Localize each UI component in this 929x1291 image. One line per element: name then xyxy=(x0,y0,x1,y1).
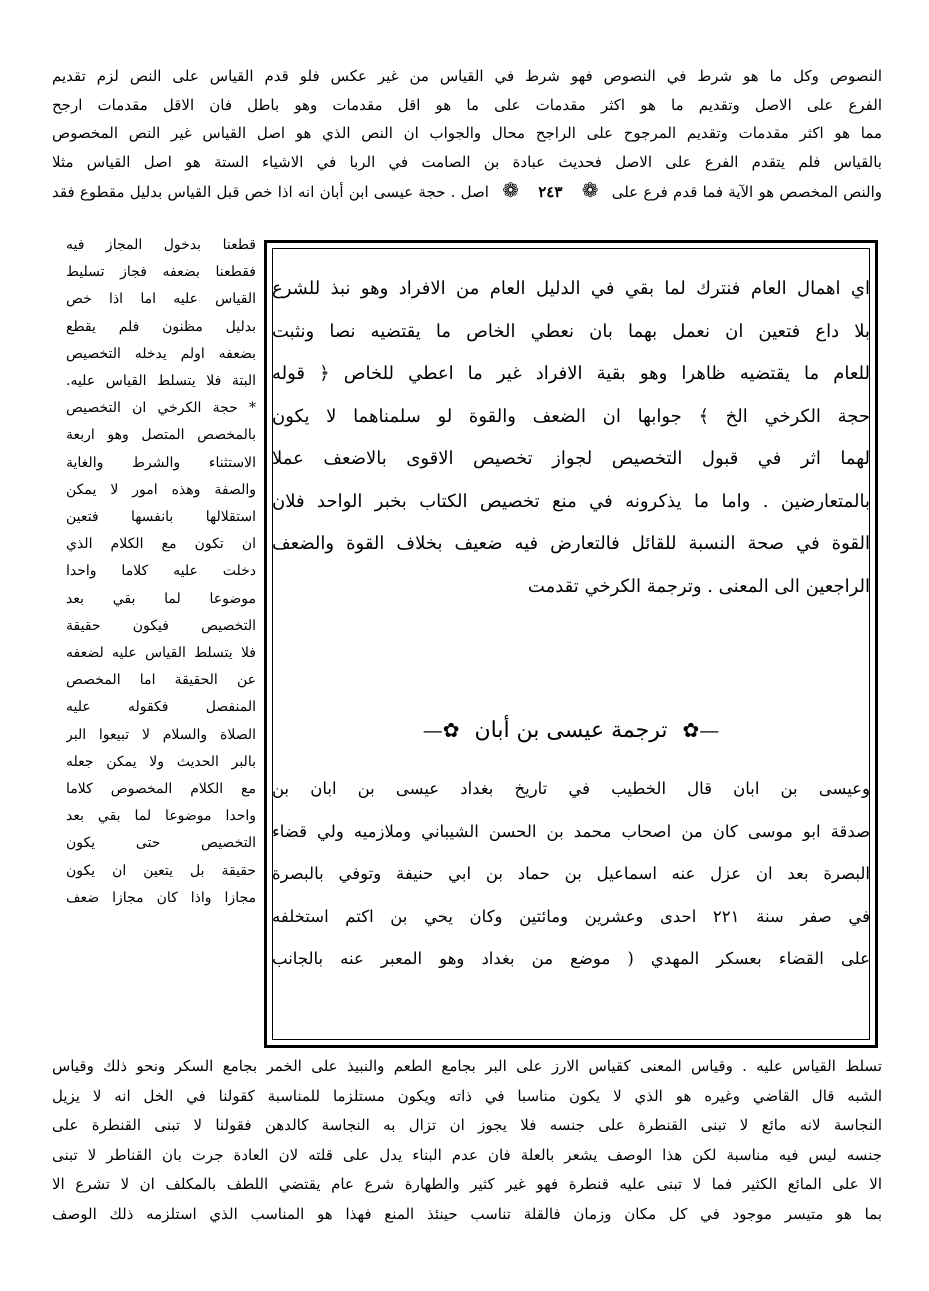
main-line-with-page-number xyxy=(52,176,882,207)
ornament-left-icon: —✿ xyxy=(682,718,720,742)
commentary-line: بلا داع فتعين ان نعمل بهما بان نعطي الخاص ما يقتضيه نصا ونثبت xyxy=(272,320,870,342)
biography-line: البصرة بعد ان عزل عنه اسماعيل بن حماد بن ابي حنيفة وتوفي بالبصرة xyxy=(272,864,870,883)
side-line: القياس عليه اما اذا خص xyxy=(66,291,256,308)
section-heading-text: ترجمة عيسى بن أبان xyxy=(474,718,668,743)
biography-line: صدقة ابو موسى كان من اصحاب محمد بن الحسن الشيباني وملازميه ولي قضاء xyxy=(272,821,870,841)
biography-line: وعيسى بن ابان قال الخطيب في تاريخ بغداد عيسى بن ابان بن xyxy=(272,779,870,798)
side-line: * حجة الكرخي ان التخصيص xyxy=(66,400,256,417)
main-line: بما هو متيسر موجود في كل مكان وزمان فالقلة تناسب حينئذ المنع فهذا هو المناسب الذي استلزمه ذلك الوصف xyxy=(52,1204,882,1223)
side-line: مع الكلام المخصوص كلاما xyxy=(66,781,256,798)
main-line: النصوص وكل ما هو شرط في النصوص فهو شرط في القياس من غير عكس فلو قدم القياس على النص لزم تقديم xyxy=(52,67,882,85)
side-line: عن الحقيقة اما المخصص xyxy=(66,672,256,689)
ornament-right-icon: ✿— xyxy=(422,718,460,742)
main-line-part: اصل . حجة عيسى ابن أبان انه اذا خص قبل القياس بدليل مقطوع فقد xyxy=(52,183,489,201)
side-column-main-text xyxy=(66,232,256,912)
commentary-line: للعام ما يقتضيه ظاهرا وهو بقية الافراد غير ما اعطي للخاص ﴿ قوله xyxy=(272,363,870,384)
main-line: تسلط القياس عليه . وقياس المعنى كقياس الارز على البر بجامع الطعم والنبيذ على الخمر بجامع السكر ونحو ذلك وقياس xyxy=(52,1057,882,1075)
page-number: ٢٤٣ xyxy=(538,183,563,201)
side-line: بالبر الحديث ولا يمكن جعله xyxy=(66,753,256,770)
commentary-text xyxy=(272,268,870,608)
side-line: دخلت عليه كلاما واحدا xyxy=(66,563,256,580)
main-line: مما هو اكثر مقدمات وتقديم المرجوح على الراجح محال والجواب ان النص الذي هو اصل القياس غير النص المخصوص xyxy=(52,124,882,142)
side-line: التخصيص حتى يكون xyxy=(66,835,256,852)
side-line: حقيقة بل يتعين ان يكون xyxy=(66,862,256,879)
side-line: مجازا واذا كان مجازا ضعف xyxy=(66,889,256,906)
side-line: الصلاة والسلام لا تبيعوا البر xyxy=(66,726,256,743)
main-line-part: والنص المخصص هو الآية فما قدم فرع على xyxy=(611,183,882,201)
commentary-line: لهما اثر في قبول التخصيص لجواز تخصيص الاقوى بالاضعف عملا xyxy=(272,448,870,469)
commentary-line: الراجعين الى المعنى . وترجمة الكرخي تقدمت xyxy=(527,575,870,597)
side-line: فقطعنا بضعفه فجاز تسليط xyxy=(66,264,256,281)
main-line: الشبه قال القاضي وغيره هو الذي لا يكون مناسبا في ذاته ويكون مستلزما للمناسبة كقولنا في الخل انه لا يزيل xyxy=(52,1086,882,1105)
side-line: استقلالها بانفسها فتعين xyxy=(66,509,256,526)
biography-text xyxy=(272,768,870,981)
ornament-icon: ❁ xyxy=(502,178,519,202)
commentary-line: حجة الكرخي الخ ﴾ جوابها ان الضعف والقوة لو سلمناهما لا يكون xyxy=(272,405,870,427)
biography-line: في صفر سنة ٢٢١ احدى وعشرين ومائتين وكان يحي بن اكتم استخلفه xyxy=(272,906,870,926)
biography-line: على القضاء بعسكر المهدي ( موضع من بغداد وهو المعبر عنه بالجانب xyxy=(272,949,870,968)
side-line: بالمخصص المتصل وهو اربعة xyxy=(66,427,256,444)
commentary-line: اي اهمال العام فنترك لما بقي في الدليل العام من الافراد وهو نبذ للشرع xyxy=(272,278,870,299)
main-text-bottom xyxy=(52,1052,882,1229)
side-line: الاستثناء والشرط والغاية xyxy=(66,454,256,471)
main-line: الا على المائع الكثير فما لا تبنى عليه قنطرة فهو غير كثير والطهارة شرع عام يقتضي اللطف بالمكلف ان لا تشرع الا xyxy=(52,1175,882,1193)
section-heading xyxy=(272,710,870,751)
side-line: واحدا موضوعا لما بقي بعد xyxy=(66,808,256,825)
main-line: الفرع على الاصل وتقديم ما هو اكثر مقدمات على ما هو اقل مقدمات وهو باطل فان الاقل مقدمات ارجح xyxy=(52,95,882,114)
side-line: ان تكون مع الكلام الذي xyxy=(66,536,256,553)
commentary-line: القوة في صحة النسبة للقائل فالتعارض فيه ضعيف بخلاف القوة والضعف xyxy=(272,533,870,554)
side-line: المنفصل فكقوله عليه xyxy=(66,699,256,716)
side-line: موضوعا لما بقي بعد xyxy=(66,590,256,607)
side-line: البتة فلا يتسلط القياس عليه. xyxy=(66,373,256,390)
ornament-icon: ❁ xyxy=(581,178,599,202)
side-line: فلا يتسلط القياس عليه لضعفه xyxy=(66,645,256,662)
side-line: بضعفه اولم يدخله التخصيص xyxy=(66,345,256,362)
side-line: قطعنا بدخول المجاز فيه xyxy=(66,237,256,253)
side-line: التخصيص فيكون حقيقة xyxy=(66,617,256,634)
side-line: والصفة وهذه امور لا يمكن xyxy=(66,481,256,498)
commentary-line: بالمتعارضين . واما ما يذكرونه في منع تخصيص الكتاب بخبر الواحد فلان xyxy=(272,490,870,512)
side-line: بدليل مظنون فلم يقطع xyxy=(66,318,256,335)
main-text-top xyxy=(52,62,882,207)
main-line: بالقياس فلم يتقدم الفرع على الاصل فحديث عبادة بن الصامت في الربا في الاشياء الستة هو اصل القياس مثلا xyxy=(52,152,882,171)
main-line: النجاسة لانه مائع لا تبنى القنطرة على جنسه فلا يجوز ان تزال به النجاسة كالدهن فقولنا لا تبنى القنطرة على xyxy=(52,1116,882,1134)
main-line: جنسه ليس فيه مناسبة لكن هذا الوصف يشعر بالعلة فان عدم البناء يدل على قلته لان العادة جرت بان القناطر لا تبنى xyxy=(52,1145,882,1164)
